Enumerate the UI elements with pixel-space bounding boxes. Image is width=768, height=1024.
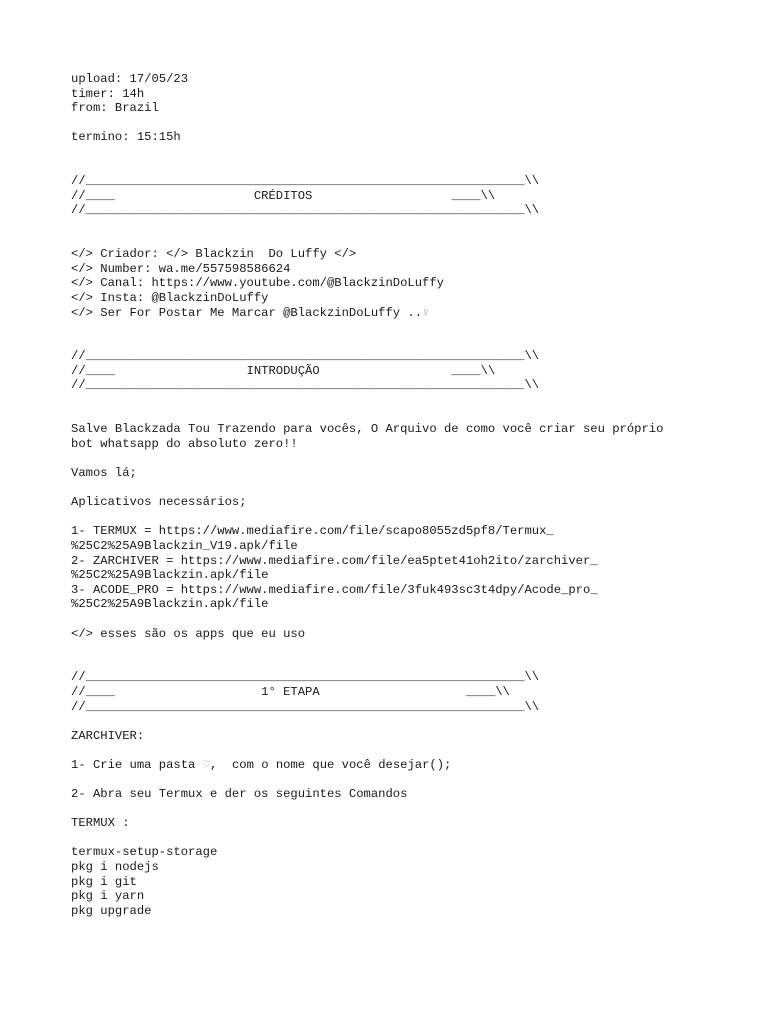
command-line: pkg i yarn xyxy=(71,889,145,904)
credit-line: </> Ser For Postar Me Marcar @BlackzinDoLuffy ..♀ xyxy=(71,305,430,320)
termux-label: TERMUX : xyxy=(71,816,130,831)
intro-lets-go: Vamos lá; xyxy=(71,466,137,481)
app-link-acode[interactable]: 3- ACODE_PRO = https://www.mediafire.com/file/3fuk493sc3t4dpy/Acode_pro_ xyxy=(71,582,598,597)
app-link-termux[interactable]: 1- TERMUX = https://www.mediafire.com/file/scapo8055zd5pf8/Termux_ xyxy=(71,524,554,539)
app-link-termux[interactable]: %25C2%25A9Blackzin_V19.apk/file xyxy=(71,539,298,553)
section-header-etapa-1: //____ 1° ETAPA ____\\ xyxy=(71,684,510,699)
banner-line: //____________________________________________________________\\ xyxy=(71,378,540,393)
banner-line: //____________________________________________________________\\ xyxy=(71,670,540,685)
banner-line: //____________________________________________________________\\ xyxy=(71,203,540,218)
step-1: 1- Crie uma pasta ♡, com o nome que você desejar(); xyxy=(71,757,452,772)
credit-line: </> Number: wa.me/557598586624 xyxy=(71,261,291,276)
step-2: 2- Abra seu Termux e der os seguintes Comandos xyxy=(71,787,408,802)
banner-line: //____________________________________________________________\\ xyxy=(71,174,540,189)
app-link-zarchiver[interactable]: 2- ZARCHIVER = https://www.mediafire.com/file/ea5ptet41oh2ito/zarchiver_ xyxy=(71,553,598,568)
meta-end-time: termino: 15:15h xyxy=(71,130,181,145)
meta-timer: timer: 14h xyxy=(71,86,145,101)
apps-note: </> esses são os apps que eu uso xyxy=(71,626,306,641)
credit-line: </> Insta: @BlackzinDoLuffy xyxy=(71,290,269,305)
intro-paragraph: bot whatsapp do absoluto zero!! xyxy=(71,436,298,451)
command-line: pkg i nodejs xyxy=(71,860,159,875)
female-symbol-icon: ♀ xyxy=(422,305,430,320)
banner-line: //____________________________________________________________\\ xyxy=(71,699,540,714)
section-header-introducao: //____ INTRODUÇÃO ____\\ xyxy=(71,363,496,378)
intro-paragraph: Salve Blackzada Tou Trazendo para vocês, O Arquivo de como você criar seu próprio xyxy=(71,422,664,437)
heart-icon: ♡ xyxy=(202,757,210,772)
meta-upload: upload: 17/05/23 xyxy=(71,72,189,86)
document-body xyxy=(71,72,751,918)
app-link-acode[interactable]: %25C2%25A9Blackzin.apk/file xyxy=(71,597,269,612)
app-link-zarchiver[interactable]: %25C2%25A9Blackzin.apk/file xyxy=(71,568,269,583)
intro-apps-heading: Aplicativos necessários; xyxy=(71,495,247,510)
banner-line: //____________________________________________________________\\ xyxy=(71,349,540,364)
command-line: termux-setup-storage xyxy=(71,845,218,860)
section-header-creditos: //____ CRÉDITOS ____\\ xyxy=(71,188,496,203)
zarchiver-label: ZARCHIVER: xyxy=(71,728,145,743)
meta-from: from: Brazil xyxy=(71,101,159,116)
command-line: pkg upgrade xyxy=(71,903,152,918)
credit-line: </> Canal: https://www.youtube.com/@BlackzinDoLuffy xyxy=(71,276,444,291)
credit-line: </> Criador: </> Blackzin Do Luffy </> xyxy=(71,247,357,262)
command-line: pkg i git xyxy=(71,874,137,889)
